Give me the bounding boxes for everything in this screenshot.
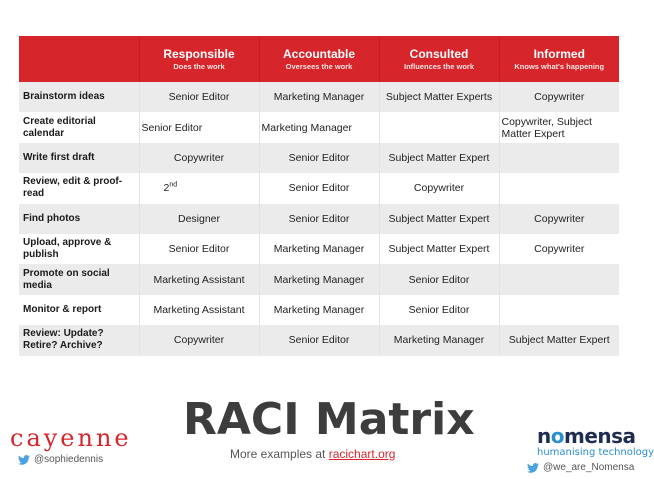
responsible-cell xyxy=(139,173,259,203)
informed-cell xyxy=(499,173,619,203)
accountable-cell: Senior Editor xyxy=(259,204,379,234)
table-row xyxy=(19,234,619,264)
table-row xyxy=(19,173,619,203)
role-name: Informed xyxy=(533,46,585,61)
racichart-link[interactable]: racichart.org xyxy=(328,447,396,461)
table-row xyxy=(19,82,619,112)
nomensa-tagline: humanising technology xyxy=(537,447,654,458)
table-row xyxy=(19,204,619,234)
responsible-cell: Senior Editor xyxy=(139,112,259,142)
task-cell: Review, edit & proof-read xyxy=(19,173,139,203)
responsible-cell: Marketing Assistant xyxy=(139,295,259,325)
more-examples-line xyxy=(230,447,395,461)
accountable-cell: Senior Editor xyxy=(259,325,379,355)
consulted-cell: Subject Matter Expert xyxy=(379,143,499,173)
role-name: Accountable xyxy=(282,46,355,61)
responsible-cell: Copywriter xyxy=(139,325,259,355)
accountable-cell: Marketing Manager xyxy=(259,264,379,294)
role-name: Responsible xyxy=(163,46,235,61)
more-examples-text: More examples at xyxy=(230,447,329,461)
task-cell: Brainstorm ideas xyxy=(19,82,139,112)
accountable-cell: Marketing Manager xyxy=(259,112,379,142)
informed-cell: Copywriter xyxy=(499,204,619,234)
responsible-cell: Copywriter xyxy=(139,143,259,173)
task-cell: Review: Update? Retire? Archive? xyxy=(19,325,139,355)
accountable-cell: Senior Editor xyxy=(259,173,379,203)
task-cell: Find photos xyxy=(19,204,139,234)
table-row xyxy=(19,264,619,294)
consulted-cell: Copywriter xyxy=(379,173,499,203)
informed-cell: Subject Matter Expert xyxy=(499,325,619,355)
role-desc: Knows what's happening xyxy=(514,61,605,71)
table-row xyxy=(19,143,619,173)
accountable-cell: Marketing Manager xyxy=(259,82,379,112)
consulted-cell: Subject Matter Expert xyxy=(379,204,499,234)
header-corner xyxy=(19,36,139,82)
consulted-cell: Marketing Manager xyxy=(379,325,499,355)
responsible-cell: Senior Editor xyxy=(139,82,259,112)
page-title: RACI Matrix xyxy=(183,394,475,445)
consulted-cell xyxy=(379,112,499,142)
informed-cell: Copywriter xyxy=(499,82,619,112)
handle-text: @we_are_Nomensa xyxy=(543,462,635,473)
consulted-cell: Subject Matter Experts xyxy=(379,82,499,112)
role-desc: Does the work xyxy=(173,61,225,71)
handle-text: @sophiedennis xyxy=(34,454,104,465)
header-informed xyxy=(499,36,619,82)
consulted-cell: Senior Editor xyxy=(379,264,499,294)
table-row xyxy=(19,295,619,325)
informed-cell: Copywriter xyxy=(499,234,619,264)
consulted-cell: Senior Editor xyxy=(379,295,499,325)
ordinal-suffix: nd xyxy=(169,181,178,189)
task-cell: Write first draft xyxy=(19,143,139,173)
nomensa-logo xyxy=(537,424,654,458)
header-accountable xyxy=(259,36,379,82)
task-cell: Upload, approve & publish xyxy=(19,234,139,264)
role-desc: Oversees the work xyxy=(285,61,353,71)
left-twitter-handle[interactable] xyxy=(18,454,103,465)
right-twitter-handle[interactable] xyxy=(527,462,634,473)
table-row xyxy=(19,325,619,355)
accountable-cell: Marketing Manager xyxy=(259,295,379,325)
task-cell: Promote on social media xyxy=(19,264,139,294)
informed-cell xyxy=(499,295,619,325)
task-cell: Create editorial calendar xyxy=(19,112,139,142)
informed-cell: Copywriter, Subject Matter Expert xyxy=(499,112,619,142)
task-cell: Monitor & report xyxy=(19,295,139,325)
header-responsible xyxy=(139,36,259,82)
accountable-cell: Senior Editor xyxy=(259,143,379,173)
bird-icon xyxy=(527,463,539,473)
ordinal-number: 2 xyxy=(163,182,170,195)
table-row xyxy=(19,112,619,142)
header-row xyxy=(19,36,619,82)
raci-matrix-table xyxy=(19,36,619,356)
nomensa-wordmark: nomensa xyxy=(537,424,636,448)
role-name: Consulted xyxy=(409,46,469,61)
header-consulted xyxy=(379,36,499,82)
responsible-cell: Marketing Assistant xyxy=(139,264,259,294)
responsible-cell: Designer xyxy=(139,204,259,234)
role-desc: Influences the work xyxy=(403,61,475,71)
cayenne-logo: cayenne xyxy=(10,424,132,452)
informed-cell xyxy=(499,264,619,294)
bird-icon xyxy=(18,455,30,465)
accountable-cell: Marketing Manager xyxy=(259,234,379,264)
responsible-cell: Senior Editor xyxy=(139,234,259,264)
consulted-cell: Subject Matter Expert xyxy=(379,234,499,264)
informed-cell xyxy=(499,143,619,173)
